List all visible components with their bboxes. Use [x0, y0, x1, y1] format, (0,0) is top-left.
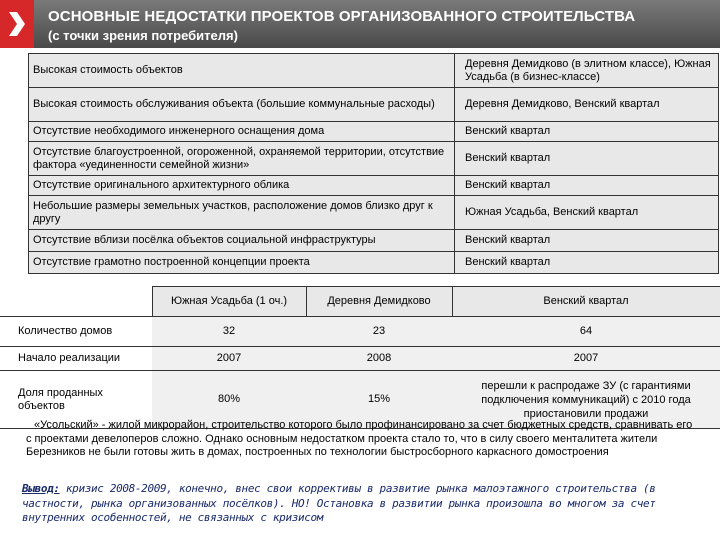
row-label: Количество домов — [0, 317, 152, 347]
projects-cell: Южная Усадьба, Венский квартал — [455, 196, 719, 230]
issue-cell: Высокая стоимость обслуживания объекта (большие коммунальные расходы) — [29, 88, 455, 122]
issue-cell: Отсутствие вблизи посёлка объектов социальной инфраструктуры — [29, 230, 455, 252]
projects-cell: Венский квартал — [455, 122, 719, 142]
value-cell: 2008 — [306, 347, 452, 371]
value-cell: 32 — [152, 317, 306, 347]
projects-cell: Деревня Демидково (в элитном классе), Южная Усадьба (в бизнес-классе) — [455, 54, 719, 88]
value-cell: 2007 — [452, 347, 720, 371]
shortcomings-table — [28, 53, 719, 274]
issue-cell: Отсутствие оригинального архитектурного облика — [29, 176, 455, 196]
value-cell: 64 — [452, 317, 720, 347]
usolsky-note — [26, 419, 698, 460]
column-header: Венский квартал — [452, 287, 720, 317]
table-row — [29, 230, 719, 252]
issue-cell: Высокая стоимость объектов — [29, 54, 455, 88]
projects-cell: Деревня Демидково, Венский квартал — [455, 88, 719, 122]
chevron-right-icon — [7, 12, 27, 36]
table-row — [29, 122, 719, 142]
table-row — [0, 317, 720, 347]
table-row — [29, 88, 719, 122]
table-row — [29, 142, 719, 176]
comparison-header-row — [0, 287, 720, 317]
projects-cell: Венский квартал — [455, 142, 719, 176]
issue-cell: Отсутствие необходимого инженерного оснащения дома — [29, 122, 455, 142]
conclusion-text: кризис 2008-2009, конечно, внес свои коррективы в развитие рынка малоэтажного строительства (в частности, рынка организованных посёлков). НО! Остановка в развитии рынка произошла во многом за счет внутренних особенностей, не связанных с кризисом — [22, 482, 656, 524]
projects-cell: Венский квартал — [455, 230, 719, 252]
row-label: Начало реализации — [0, 347, 152, 371]
value-cell: 80% — [152, 371, 306, 429]
projects-cell: Венский квартал — [455, 252, 719, 274]
value-cell: 23 — [306, 317, 452, 347]
table-row — [29, 54, 719, 88]
page-subtitle: (с точки зрения потребителя) — [48, 28, 238, 43]
row-label: Доля проданных объектов — [0, 371, 152, 429]
table-row — [29, 176, 719, 196]
title-bar — [0, 0, 720, 48]
page-title: ОСНОВНЫЕ НЕДОСТАТКИ ПРОЕКТОВ ОРГАНИЗОВАННОГО СТРОИТЕЛЬСТВА — [48, 8, 636, 25]
value-cell: перешли к распродаже ЗУ (с гарантиями подключения коммуникаций) с 2010 года приостановили продажи — [452, 371, 720, 429]
table-row — [29, 196, 719, 230]
value-cell: 2007 — [152, 347, 306, 371]
note-text: «Усольский» - жилой микрорайон, строительство которого было профинансировано за счет бюджетных средств, сравнивать его с проектами девелоперов сложно. Однако основным недостатком проекта стало то, что в силу своего менталитета жители Березников не были готовы жить в домах, построенных по технологии быстросборного каркасного домостроения — [26, 419, 693, 458]
projects-cell: Венский квартал — [455, 176, 719, 196]
table-row — [0, 347, 720, 371]
conclusion — [22, 482, 712, 526]
issue-cell: Отсутствие благоустроенной, огороженной, охраняемой территории, отсутствие фактора «уединенности семейной жизни» — [29, 142, 455, 176]
header-badge — [0, 0, 34, 48]
value-cell: 15% — [306, 371, 452, 429]
conclusion-lead: Вывод: — [22, 482, 60, 495]
column-header: Южная Усадьба (1 оч.) — [152, 287, 306, 317]
table-row — [29, 252, 719, 274]
column-header: Деревня Демидково — [306, 287, 452, 317]
empty-corner — [0, 287, 152, 317]
comparison-table — [0, 286, 720, 429]
issue-cell: Отсутствие грамотно построенной концепции проекта — [29, 252, 455, 274]
issue-cell: Небольшие размеры земельных участков, расположение домов близко друг к другу — [29, 196, 455, 230]
